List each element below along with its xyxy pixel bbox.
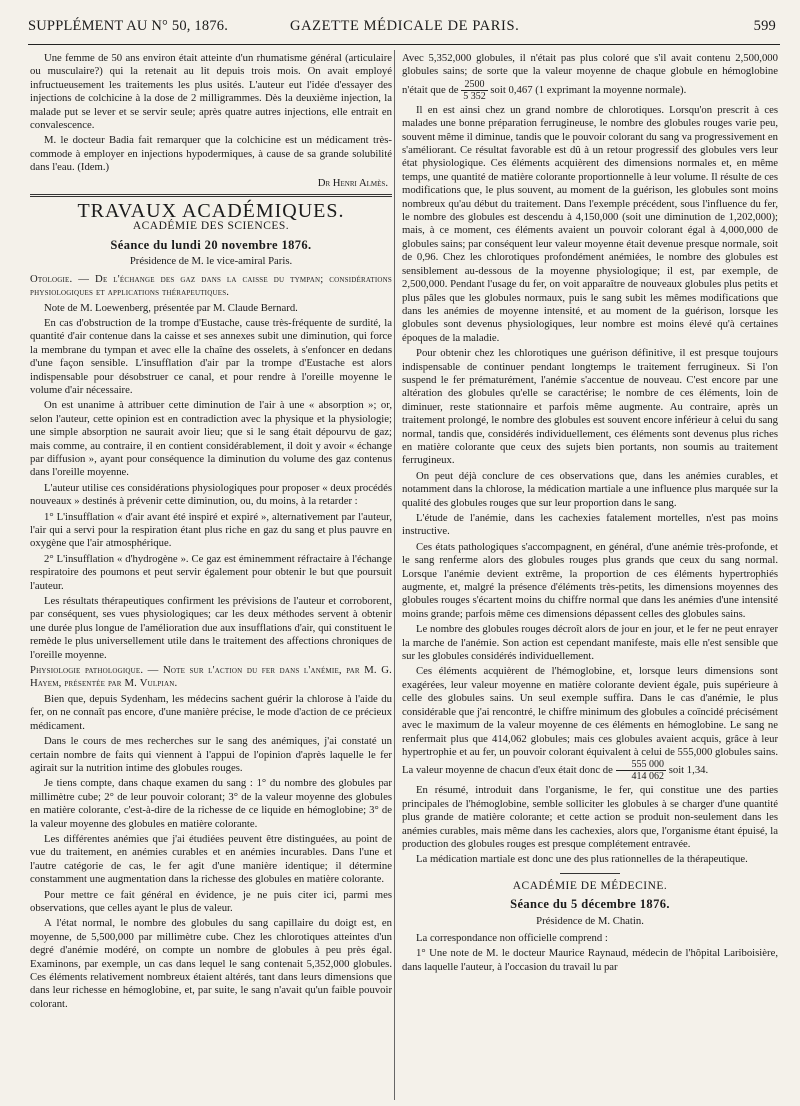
header-rule	[28, 44, 780, 45]
otology-paragraph-4: 1° L'insufflation « d'air avant été inspiré et expiré », alternativement par l'auteur, l'air qui a servi pour la respiration étant plus riche en gaz du sang et plus pauvre en oxygène que l'air atmosphérique.	[30, 510, 392, 550]
right-column	[402, 52, 778, 1100]
fraction-2-denominator: 414 062	[631, 771, 665, 783]
section-separator	[560, 873, 620, 874]
academy-heading: ACADÉMIE DES SCIENCES.	[132, 220, 290, 233]
otology-paragraph-1: En cas d'obstruction de la trompe d'Eustache, cause très-fréquente de surdité, la quantité d'air contenue dans la caisse et ses annexes subit une diminution, qui force la membrane du tympan et avec elle la chaîne des osselets, à s'enfoncer en dedans d'une façon sensible. L'insufflation d'air par la trompe d'Eustache est alors indispensable pour désobstruer ce canal, et pour rendre à l'oreille moyenne le volume d'air nécessaire.	[30, 316, 392, 396]
fraction-2	[616, 759, 667, 782]
otology-paragraph-6: Les résultats thérapeutiques confirment les prévisions de l'auteur et corroborent, par conséquent, ses vues physiologiques; car les deux méthodes servent à obtenir une durée plus longue de l'amélioration due aux insufflations d'air, qui constituent le remède le plus universellement utile dans le traitement des affections chroniques de l'oreille moyenne.	[30, 595, 392, 661]
presidency-line-2: Présidence de M. Chatin.	[536, 914, 644, 927]
section-title: TRAVAUX ACADÉMIQUES.	[77, 200, 345, 223]
supplement-label: SUPPLÉMENT AU N° 50, 1876.	[28, 18, 229, 34]
pathology-paragraph-1: Bien que, depuis Sydenham, les médecins sachent guérir la chlorose à l'aide du fer, on ne connaît pas encore, d'une manière précise, le mode d'action de ce précieux médicament.	[30, 692, 392, 732]
continued-text-8: Ces éléments acquièrent de l'hémoglobine, et, lorsque leurs dimensions sont exagérées, leur valeur moyenne en matière colorante devient égale, puis supérieure à celle des globules sains. Un seul exemple suffira. Dans le cas d'anémie, le plus considérable que j'ai rencontré, le chiffre minimum des globules a coïncidé précisément avec le maximum de la valeur moyenne de ces éléments en hémoglobine. Le sang ne renfermait plus que 414,062 globules; mais ces globules avaient acquis, grâce à leur hypertrophie et au fer, un pouvoir colorant équivalent à celui de 555,000 globules sains. La valeur moyenne de chacun d'eux était donc de	[402, 665, 778, 777]
fraction-2-result: soit 1,34.	[668, 764, 709, 777]
fraction-1-numerator: 2500	[461, 79, 488, 91]
session-heading: Séance du lundi 20 novembre 1876.	[110, 237, 312, 252]
continued-paragraph-8	[402, 665, 778, 782]
left-column	[30, 52, 392, 1100]
continued-paragraph-2: Il en est ainsi chez un grand nombre de chlorotiques. Lorsqu'on prescrit à ces malades une bonne préparation ferrugineuse, le nombre des globules rouges varie peu, souvent même il diminue, tandis que le pouvoir colorant du sang va progressivement en s'améliorant. Ce résultat favorable est dû à un retour progressif des globules vers leur état physiologique. Ces éléments acquièrent des dimensions normales et, en même temps, une quantité de matière colorante proportionnelle à leur volume. Il résulte de ces modifications que, le plus souvent, au moment de la guérison, les globules sont moins nombreux qu'au début du traitement. Dans l'exemple précédent, sous l'influence du fer, le nombre des globules est descendu à 4,150,000 (soit une diminution de 1,202,000); mais, à ce moment, ces éléments avaient un pouvoir colorant égal à 4,000,000 de globules sains; par conséquent leur valeur moyenne était devenue presque normale, soit de 0,96. Chez les chlorotiques profondément anémiées, le nombre des globules est sensiblement au-dessous de la moyenne physiologique; il est, par exemple, de 2,500,000. Pendant l'usage du fer, on voit apparaître de nouveaux globules plus petits et plus pâles que les globules normaux, puis le sang subit les mêmes modifications que dans les anémies de moyenne intensité, et au moment de la guérison, lorsque les globules sont devenus physiologiques, leur nombre est moins élevé qu'à certaines époques de la maladie.	[402, 103, 778, 344]
pathology-paragraph-6: A l'état normal, le nombre des globules du sang capillaire du doigt est, en moyenne, de 5,500,000 par millimètre cube. Chez les chlorotiques atteintes d'un degré d'anémie modéré, on compte un nombre de globules à peu près égal. Examinons, par exemple, un cas dans lequel le sang contenait 5,352,000 globules. Ces éléments relativement nombreux étaient altérés, tant dans leurs dimensions que dans leur richesse en hémoglobine, et, par suite, le sang n'avait qu'un faible pouvoir colorant.	[30, 917, 392, 1010]
fraction-1-denominator: 5 352	[463, 90, 486, 102]
continued-text-1: Avec 5,352,000 globules, il n'était pas plus coloré que s'il avait contenu 2,500,000 globules sains; de sorte que la valeur moyenne de chaque globule en hémoglobine n'était que de	[402, 52, 778, 96]
pathology-title: Physiologie pathologique. — Note sur l'action du fer dans l'anémie, par M. G. Hayem, présentée par M. Vulpian.	[30, 664, 392, 690]
otology-note: Note de M. Loewenberg, présentée par M. Claude Bernard.	[44, 301, 298, 314]
continued-paragraph-9: En résumé, introduit dans l'organisme, le fer, qui constitue une des parties principales de l'hémoglobine, semble solliciter les globules à se charger d'une quantité plus grande de matière colorante; et cette action se produit non-seulement dans les anémies curables, mais même dans les cachexies, alors que, l'organisme étant épuisé, la production des globules rouges est presque complétement entravée.	[402, 784, 778, 850]
presidency-line: Présidence de M. le vice-amiral Paris.	[129, 255, 293, 268]
correspondence-item-1: 1° Une note de M. le docteur Maurice Raynaud, médecin de l'hôpital Lariboisière, dans laquelle l'auteur, à l'occasion du travail lu par	[402, 947, 778, 973]
continued-paragraph-5: L'étude de l'anémie, dans les cachexies fatalement mortelles, n'est pas moins instructive.	[402, 512, 778, 538]
correspondence-intro: La correspondance non officielle comprend :	[416, 931, 608, 944]
continued-paragraph-7: Le nombre des globules rouges décroît alors de jour en jour, et le fer ne peut enrayer la marche de l'anémie. Son action est cependant manifeste, mais elle n'est sensible que sur les globules considérés individuellement.	[402, 623, 778, 663]
pathology-paragraph-4: Les différentes anémies que j'ai étudiées peuvent être distinguées, au point de vue du traitement, en anémies curables et en anémies incurables. Dans l'une et l'autre catégorie de cas, le fer agit d'une manière identique; il détermine constamment une augmentation dans la richesse des globules en matière colorante.	[30, 832, 392, 886]
journal-title: GAZETTE MÉDICALE DE PARIS.	[290, 18, 520, 34]
page-header	[28, 18, 776, 40]
intro-paragraph-1: Une femme de 50 ans environ était atteinte d'un rhumatisme général (articulaire ou musculaire?) qui la retenait au lit depuis trois mois. On avait employé infructueusement les traitements les plus usités. L'auteur eut l'idée d'essayer des injections de colchicine à la dose de 2 milligrammes. Dès la deuxième injection, la malade put se lever et se servir seule; après quatre autres injections, elle entrait en convalescence.	[30, 52, 392, 132]
otology-title: Otologie. — De l'échange des gaz dans la caisse du tympan; considérations physiologiques et applications thérapeutiques.	[30, 272, 392, 299]
continued-paragraph-4: On peut déjà conclure de ces observations que, dans les anémies curables, et notamment dans la chlorose, la médication martiale a une influence plus marquée sur la qualité des globules rouges que sur leur proportion dans le sang.	[402, 469, 778, 509]
fraction-2-numerator: 555 000	[616, 759, 667, 771]
page-number: 599	[753, 18, 776, 34]
continued-paragraph-10: La médication martiale est donc une des plus rationnelles de la thérapeutique.	[416, 853, 748, 866]
continued-paragraph-6: Ces états pathologiques s'accompagnent, en général, d'une anémie très-profonde, et le sang renferme alors des globules rouges plus grands que ceux du sang normal. Lorsque l'anémie devient extrême, la proportion de ces éléments hypertrophiés augmente, et, malgré la présence d'éléments très-petits, les dimensions moyennes des globules rouges s'écartent moins du chiffre normal que dans les anémies d'une intensité moins grande; parfois même ces dimensions dépassent celles des globules sains.	[402, 540, 778, 620]
intro-paragraph-2: M. le docteur Badia fait remarquer que la colchicine est un médicament très-commode à employer en injections hypodermiques, à cause de sa grande solubilité dans l'eau. (Idem.)	[30, 134, 392, 174]
academy-medicine-heading: ACADÉMIE DE MÉDECINE.	[512, 879, 668, 892]
continued-paragraph-1	[402, 52, 778, 102]
intro-signature: Dr Henri Almès.	[317, 176, 388, 189]
fraction-1-result: soit 0,467 (1 exprimant la moyenne normale).	[490, 83, 687, 96]
pathology-paragraph-5: Pour mettre ce fait général en évidence, je ne puis citer ici, parmi mes observations, que celles ayant le plus de valeur.	[30, 888, 392, 914]
pathology-paragraph-2: Dans le cours de mes recherches sur le sang des anémiques, j'ai constaté un certain nombre de faits qui viennent à l'appui de l'opinion d'après laquelle le fer agirait sur la nutrition intime des globules rouges.	[30, 735, 392, 774]
fraction-1	[461, 79, 488, 102]
pathology-paragraph-3: Je tiens compte, dans chaque examen du sang : 1° du nombre des globules par millimètre cube; 2° de leur pouvoir colorant; 3° de la valeur moyenne des globules en matière colorante, c'est-à-dire de la richesse de ce liquide en hémoglobine; 3° de la valeur moyenne des globules en matière colorante.	[30, 777, 392, 830]
otology-paragraph-3: L'auteur utilise ces considérations physiologiques pour proposer « deux procédés nouveaux » destinés à prévenir cette diminution, ou, du moins, à la retarder :	[30, 481, 392, 508]
otology-paragraph-5: 2° L'insufflation « d'hydrogène ». Ce gaz est éminemment réfractaire à l'échange respiratoire des poumons et peut servir également pour obtenir le but que poursuit l'auteur.	[30, 552, 392, 592]
column-divider	[394, 50, 395, 1100]
session-heading-2: Séance du 5 décembre 1876.	[510, 897, 670, 912]
otology-paragraph-2: On est unanime à attribuer cette diminution de l'air à une « absorption »; or, selon l'auteur, cette opinion est en contradiction avec la physique et la physiologie; une simple absorption ne saurait avoir lieu; que si le sang était dépourvu de gaz; mais comme, au contraire, il en contient considérablement, il doit y avoir « échange par diffusion », ayant pour conséquence la diminution du volume des gaz contenus dans l'oreille moyenne.	[30, 399, 392, 479]
continued-paragraph-3: Pour obtenir chez les chlorotiques une guérison définitive, il est presque toujours indispensable de continuer pendant longtemps le traitement ferrugineux. Si l'on suspend le fer prématurément, l'anémie s'accentue de nouveau. C'est encore par une altération des globules qu'elle se caractérise; le nombre de ces éléments, loin de diminuer, reste stationnaire et parfois même augmente. Au contraire, après un traitement prolongé, le nombre des globules est souvent encore inférieur à celui du sang normal, tandis que, considérés individuellement, ces éléments sont devenus plus riches en matière colorante que ceux des sujets bien portants, non soumis au traitement ferrugineux.	[402, 347, 778, 467]
section-rule	[30, 194, 392, 197]
